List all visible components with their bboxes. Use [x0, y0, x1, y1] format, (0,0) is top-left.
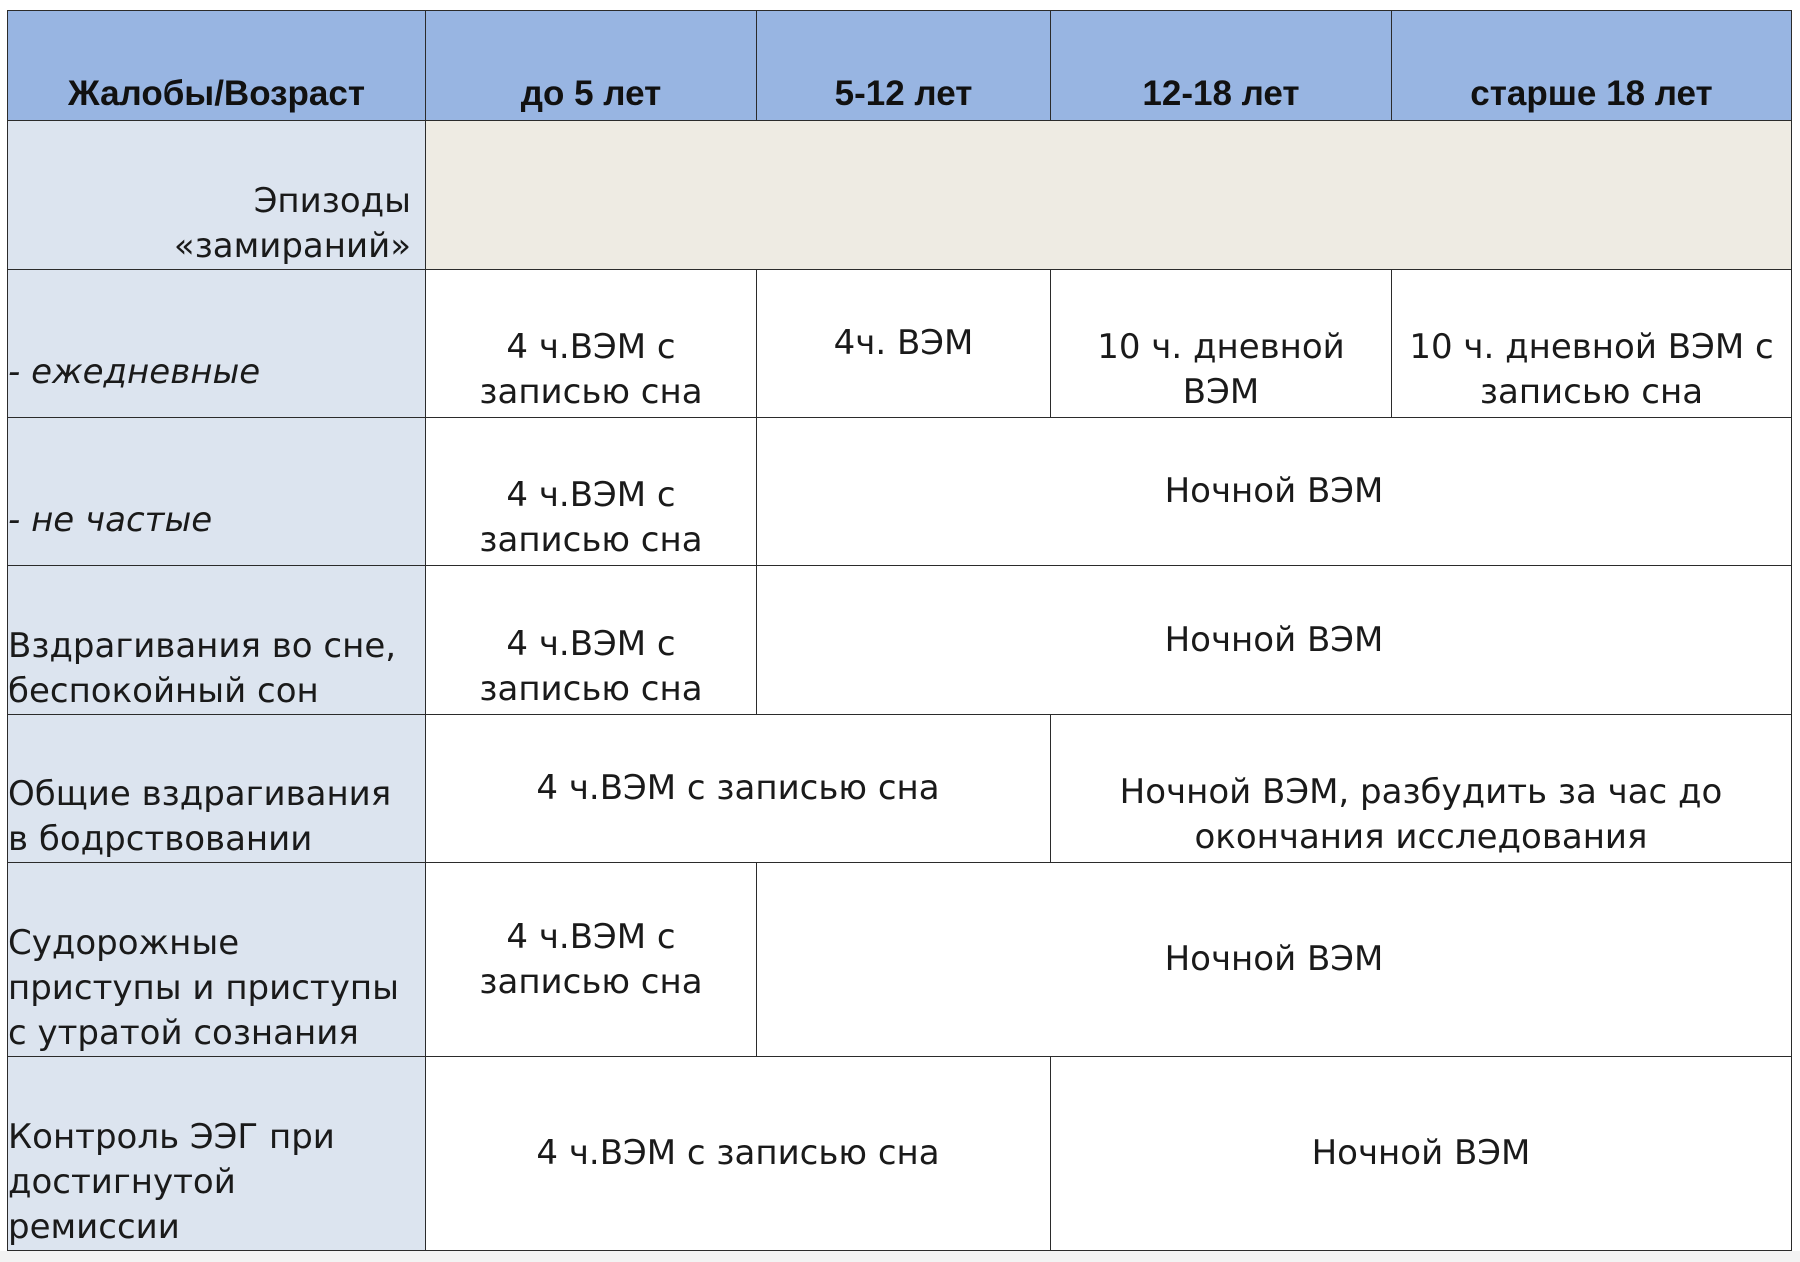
cell-line: записью сна [479, 372, 703, 412]
cell-sleep-startles-5-plus: Ночной ВЭМ [757, 566, 1792, 715]
cell-line: записью сна [479, 961, 703, 1002]
header-age-over-18: старше 18 лет [1392, 11, 1792, 121]
freezing-section-band [426, 121, 1792, 270]
row-label-line: с утратой сознания [8, 1013, 359, 1053]
cell-line: 4 ч.ВЭМ с [506, 624, 676, 664]
row-label-line: в бодрствовании [8, 819, 313, 859]
cell-sleep-startles-under-5 [426, 566, 757, 715]
table-row-seizures [8, 863, 1792, 1057]
header-complaints-age: Жалобы/Возраст [8, 11, 426, 121]
footer-strip [0, 1251, 1800, 1262]
cell-line: записью сна [479, 669, 703, 709]
cell-line: 4 ч.ВЭМ с [506, 327, 676, 367]
cell-line: Ночной ВЭМ, разбудить за час до [1119, 772, 1723, 812]
eeg-recommendation-table [7, 10, 1792, 1251]
row-label-infrequent: - не частые [8, 418, 426, 566]
table-row-remission-control [8, 1057, 1792, 1251]
row-label-seizures [8, 863, 426, 1057]
header-age-12-18: 12-18 лет [1051, 11, 1392, 121]
row-label-sleep-startles [8, 566, 426, 715]
table-row-awake-startles [8, 715, 1792, 863]
row-label-line: ремиссии [8, 1207, 180, 1247]
row-label-line: Общие вздрагивания [8, 774, 392, 814]
cell-line: ВЭМ [1182, 372, 1260, 412]
cell-line: записью сна [1479, 372, 1704, 412]
table-row-freezing-episodes [8, 121, 1792, 270]
cell-line: 4 ч.ВЭМ с [506, 916, 676, 957]
cell-remission-12-plus: Ночной ВЭМ [1051, 1057, 1792, 1251]
cell-seizures-5-plus: Ночной ВЭМ [757, 863, 1792, 1057]
cell-daily-under-5 [426, 270, 757, 418]
row-label-line: беспокойный сон [8, 671, 319, 711]
cell-awake-startles-under-12: 4 ч.ВЭМ с записью сна [426, 715, 1051, 863]
cell-line: окончания исследования [1194, 817, 1648, 857]
row-label-remission-control [8, 1057, 426, 1251]
cell-remission-under-12: 4 ч.ВЭМ с записью сна [426, 1057, 1051, 1251]
cell-infrequent-5-plus: Ночной ВЭМ [757, 418, 1792, 566]
cell-line: 4 ч.ВЭМ с [506, 475, 676, 515]
cell-daily-12-18 [1051, 270, 1392, 418]
row-label-line: приступы и приступы [8, 968, 399, 1008]
row-label-line: Вздрагивания во сне, [8, 626, 397, 666]
row-label-line: Эпизоды [253, 181, 411, 221]
row-label-line: Контроль ЭЭГ при [8, 1117, 335, 1157]
table-row-sleep-startles [8, 566, 1792, 715]
table-row-infrequent [8, 418, 1792, 566]
row-label-line: Судорожные [8, 923, 240, 963]
cell-daily-5-12: 4ч. ВЭМ [757, 270, 1051, 418]
cell-line: 10 ч. дневной [1097, 327, 1345, 367]
header-age-under-5: до 5 лет [426, 11, 757, 121]
table-row-daily [8, 270, 1792, 418]
cell-line: записью сна [479, 520, 703, 560]
header-row [8, 11, 1792, 121]
cell-infrequent-under-5 [426, 418, 757, 566]
row-label-line: «замираний» [173, 226, 411, 266]
header-age-5-12: 5-12 лет [757, 11, 1051, 121]
cell-line: 10 ч. дневной ВЭМ с [1409, 327, 1774, 367]
cell-seizures-under-5 [426, 863, 757, 1057]
row-label-freezing-episodes [8, 121, 426, 270]
cell-awake-startles-12-plus [1051, 715, 1792, 863]
row-label-daily: - ежедневные [8, 270, 426, 418]
cell-daily-over-18 [1392, 270, 1792, 418]
row-label-line: достигнутой [8, 1162, 236, 1202]
row-label-awake-startles [8, 715, 426, 863]
